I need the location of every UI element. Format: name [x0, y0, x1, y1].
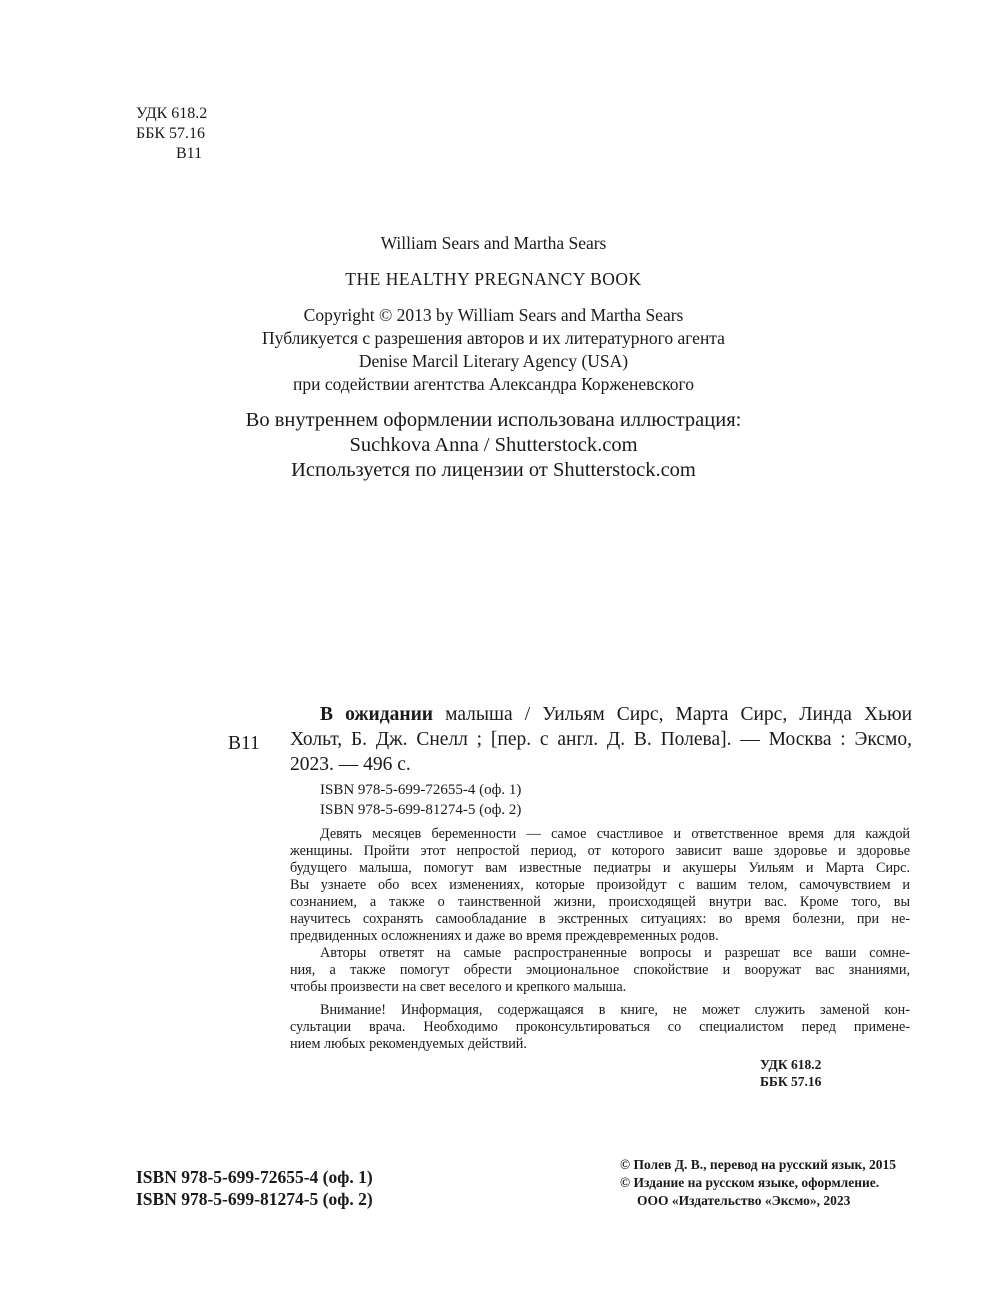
annotation-line: Вы узнаете обо всех изменениях, которые произойдут с вашим телом, самочувствием и: [290, 877, 910, 893]
catalog-title-rest: малыша / Уильям Сирс, Марта Сирс, Линда Хьюи: [433, 704, 912, 725]
bottom-isbn: ISBN 978-5-699-81274-5 (оф. 2): [136, 1189, 373, 1209]
annotation-line: чтобы произвести на свет веселого и крепкого малыша.: [290, 979, 627, 995]
udk-code: УДК 618.2: [136, 105, 208, 122]
annotation-line: сознанием, а также о таинственной жизни, происходящей внутри вас. Кроме того, вы: [290, 894, 910, 910]
catalog-entry-line3: 2023. — 496 с.: [290, 754, 411, 775]
catalog-isbn: ISBN 978-5-699-72655-4 (оф. 1): [320, 782, 522, 798]
copyright-line: при содействии агентства Александра Корженевского: [293, 374, 694, 394]
catalog-author-mark: В11: [228, 733, 260, 754]
copyright-line: Публикуется с разрешения авторов и их литературного агента: [262, 328, 725, 348]
annotation-line: Девять месяцев беременности — самое счастливое и ответственное время для каждой: [320, 826, 910, 842]
annotation-line: нием любых рекомендуемых действий.: [290, 1036, 527, 1052]
annotation-line: ния, а также помогут обрести эмоциональное спокойствие и вооружат вас знаниями,: [290, 962, 910, 978]
annotation-line: Внимание! Информация, содержащаяся в книге, не может служить заменой кон-: [320, 1002, 910, 1018]
copyright-line: Copyright © 2013 by William Sears and Martha Sears: [303, 305, 684, 325]
catalog-bbk: ББК 57.16: [760, 1074, 822, 1089]
original-title: THE HEALTHY PREGNANCY BOOK: [345, 269, 642, 289]
catalog-udk: УДК 618.2: [760, 1057, 822, 1072]
author-mark: В11: [176, 145, 203, 162]
illustration-line: Используется по лицензии от Shutterstock.com: [291, 459, 696, 481]
copyright-notice: © Полев Д. В., перевод на русский язык, 2015: [620, 1157, 897, 1172]
copyright-line: Denise Marcil Literary Agency (USA): [358, 351, 629, 371]
annotation-line: предвиденных осложнениях и даже во время преждевременных родов.: [290, 928, 719, 944]
bottom-isbn: ISBN 978-5-699-72655-4 (оф. 1): [136, 1167, 373, 1187]
original-authors: William Sears and Martha Sears: [380, 233, 607, 253]
annotation-line: сультации врача. Необходимо проконсультироваться со специалистом перед примене-: [290, 1019, 910, 1035]
bbk-code: ББК 57.16: [136, 125, 206, 142]
annotation-line: женщины. Пройти этот непростой период, от которого зависит ваше здоровье и здоровье: [290, 843, 910, 859]
illustration-line: Suchkova Anna / Shutterstock.com: [349, 434, 638, 456]
copyright-notice: © Издание на русском языке, оформление.: [620, 1175, 880, 1190]
annotation-line: будущего малыша, помогут вам известные педиатры и акушеры Уильям и Марта Сирс.: [290, 860, 910, 876]
annotation-line: Авторы ответят на самые распространенные вопросы и разрешат все ваши сомне-: [320, 945, 910, 961]
catalog-title-bold: В ожидании: [320, 704, 434, 725]
catalog-isbn: ISBN 978-5-699-81274-5 (оф. 2): [320, 802, 522, 818]
catalog-entry-line1: [320, 702, 912, 727]
catalog-entry-line2: Хольт, Б. Дж. Снелл ; [пер. с англ. Д. В. Полева]. — Москва : Эксмо,: [290, 729, 912, 750]
copyright-notice: ООО «Издательство «Эксмо», 2023: [637, 1193, 851, 1208]
illustration-line: Во внутреннем оформлении использована иллюстрация:: [245, 409, 742, 431]
annotation-line: научитесь сохранять самообладание в экстренных ситуациях: во время болезни, при не-: [290, 911, 910, 927]
